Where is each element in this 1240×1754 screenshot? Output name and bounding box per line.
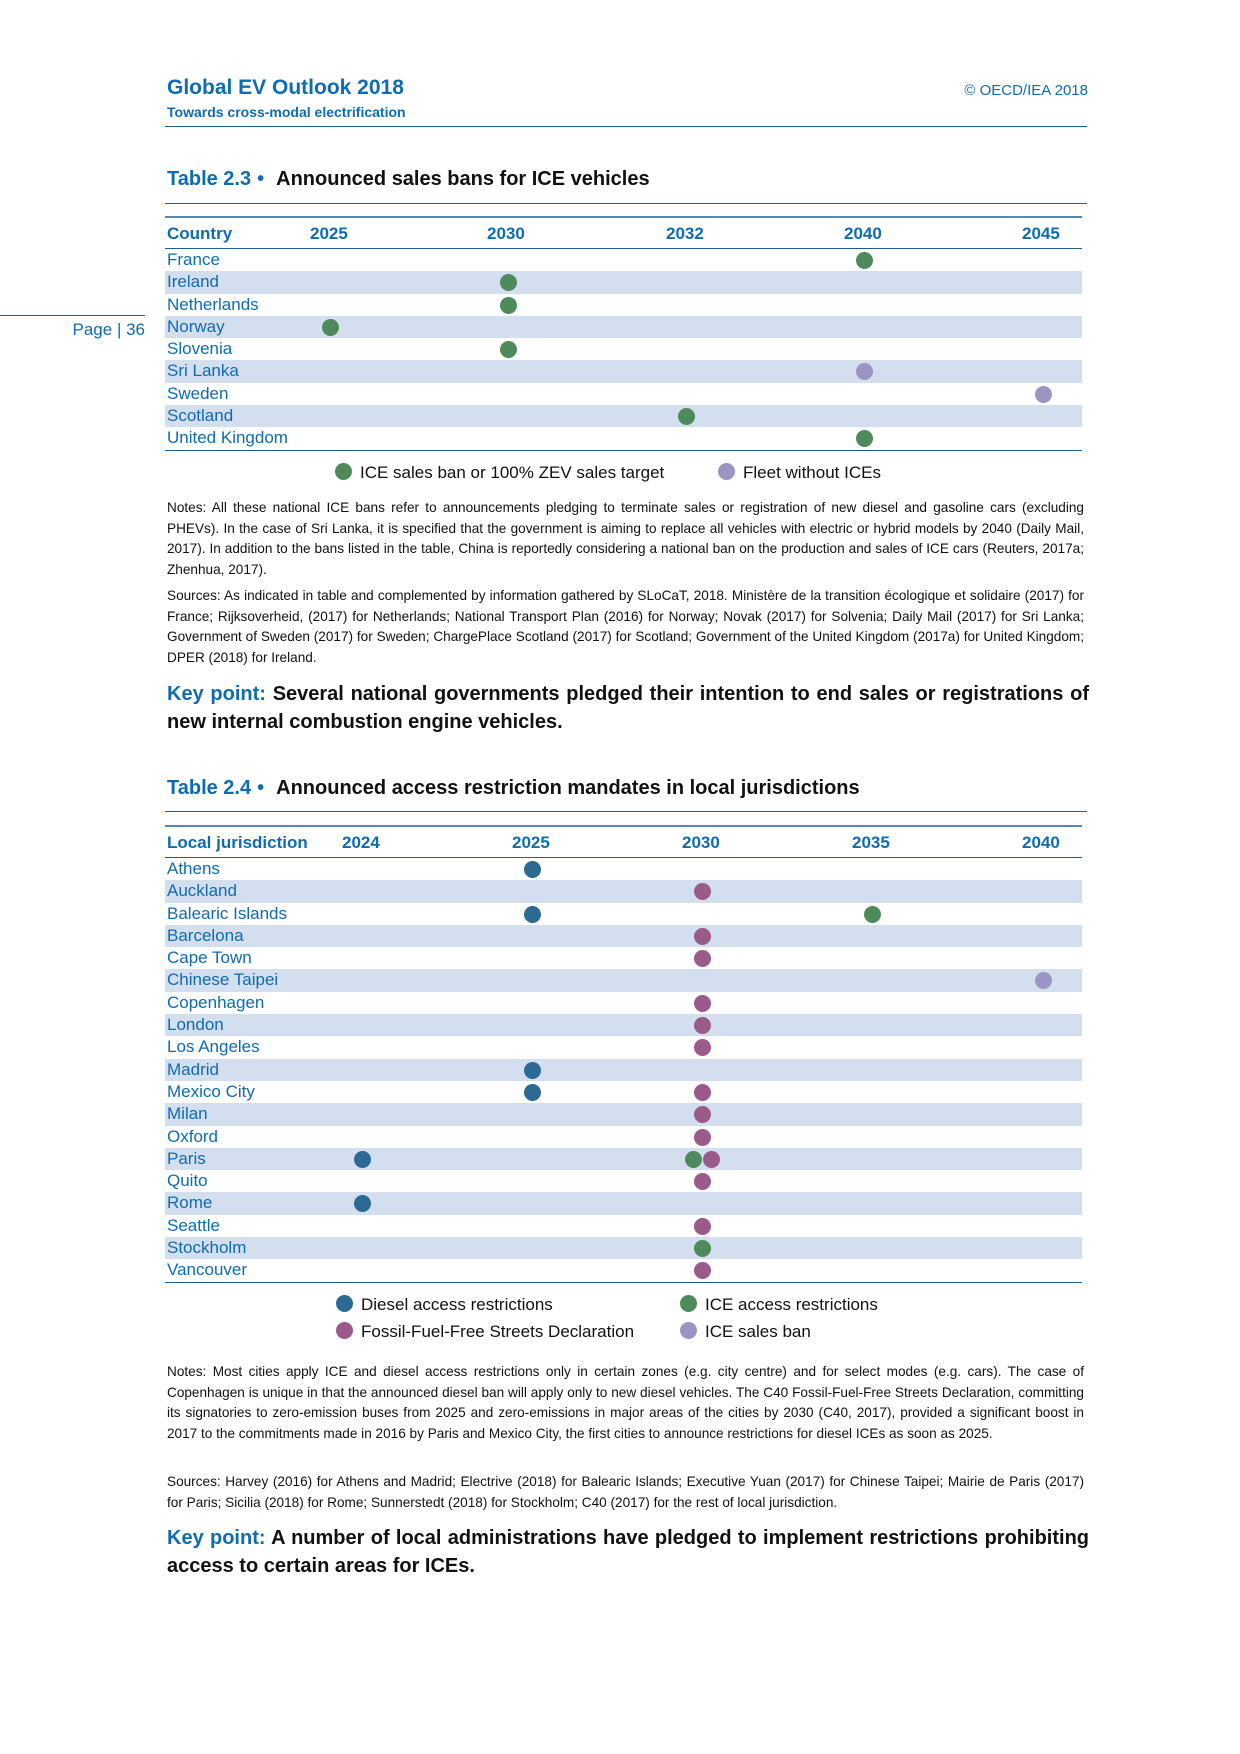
- table-2-4-title: [167, 777, 860, 800]
- table-2-3-notes: Notes: All these national ICE bans refer to announcements pledging to terminate sales or registration of new diesel and gasoline cars (excluding PHEVs). In the case of Sri Lanka, it is specified that the government is aiming to replace all vehicles with electric or hybrid models by 2040 (Daily Mail, 2017). In addition to the bans listed in the table, China is reportedly considering a national ban on the production and sales of ICE cars (Reuters, 2017a; Zhenhua, 2017).: [167, 500, 1084, 577]
- document-title: Global EV Outlook 2018: [167, 76, 404, 99]
- purple-dot-icon: [336, 1322, 353, 1339]
- column-header: 2025: [310, 224, 348, 243]
- table-row: [165, 1148, 1082, 1170]
- green-dot-icon: [335, 463, 352, 480]
- row-label: Athens: [167, 859, 220, 878]
- table-number: Table 2.3: [167, 168, 252, 190]
- marker-ffs-2030: [694, 950, 711, 967]
- marker-ffs-2030: [694, 883, 711, 900]
- table-2-3: [165, 216, 1082, 451]
- table-row: [165, 992, 1082, 1014]
- legend-item: ICE access restrictions: [680, 1295, 878, 1315]
- table-row: [165, 880, 1082, 902]
- table-row: [165, 925, 1082, 947]
- column-header: 2025: [512, 833, 550, 852]
- table-row: [165, 294, 1082, 316]
- table-body: [165, 249, 1082, 450]
- marker-ice-ban-2025: [322, 319, 339, 336]
- table-row: [165, 249, 1082, 271]
- row-label: Norway: [167, 316, 225, 336]
- table-row: [165, 1014, 1082, 1036]
- table-row: [165, 427, 1082, 449]
- column-header: 2024: [342, 833, 380, 852]
- bullet-icon: •: [257, 777, 265, 799]
- column-header: Local jurisdiction: [167, 833, 308, 852]
- table-number: Table 2.4: [167, 777, 252, 799]
- table-caption: Announced access restriction mandates in local jurisdictions: [276, 777, 860, 799]
- marker-ffs-2030: [694, 928, 711, 945]
- marker-ice-ban-2032: [678, 408, 695, 425]
- table-row: [165, 1259, 1082, 1281]
- row-label: United Kingdom: [167, 428, 288, 448]
- marker-diesel-2025: [524, 861, 541, 878]
- header-divider: [165, 126, 1087, 127]
- key-point-label: Key point:: [167, 1527, 266, 1549]
- marker-ffs-2030: [694, 1173, 711, 1190]
- table-row: [165, 405, 1082, 427]
- row-label: Chinese Taipei: [167, 970, 279, 990]
- table-row: [165, 1126, 1082, 1148]
- column-header: 2035: [852, 833, 890, 852]
- row-label: Slovenia: [167, 339, 233, 359]
- row-label: Vancouver: [167, 1260, 248, 1280]
- table-row: [165, 338, 1082, 360]
- marker-ffs-2030: [694, 1039, 711, 1056]
- marker-fleet-2045: [1035, 386, 1052, 403]
- legend-item: ICE sales ban: [680, 1322, 811, 1342]
- table-2-4-key-point: [167, 1524, 1089, 1580]
- column-header: 2040: [844, 224, 882, 243]
- row-label: Stockholm: [167, 1238, 247, 1258]
- marker-ice-sales-ban-2040: [1035, 972, 1052, 989]
- row-label: Barcelona: [167, 925, 244, 945]
- lavender-dot-icon: [718, 463, 735, 480]
- marker-ice-ban-2030: [500, 341, 517, 358]
- marker-ice-ban-2030: [500, 274, 517, 291]
- row-label: Sweden: [167, 383, 229, 403]
- table-row: [165, 383, 1082, 405]
- table-row: [165, 1103, 1082, 1125]
- marker-ffs-2030: [694, 1106, 711, 1123]
- table-row: [165, 903, 1082, 925]
- row-label: Scotland: [167, 406, 234, 426]
- marker-ffs-2030: [694, 1262, 711, 1279]
- page-marker-line: [0, 315, 145, 316]
- marker-diesel-2025: [524, 1062, 541, 1079]
- marker-ffs-2030: [694, 1129, 711, 1146]
- marker-diesel-2024: [354, 1195, 371, 1212]
- row-label: Sri Lanka: [167, 361, 239, 381]
- row-label: Auckland: [167, 881, 237, 901]
- column-header: Country: [167, 224, 233, 243]
- table-row: [165, 858, 1082, 880]
- marker-ice-ban-2040: [856, 252, 873, 269]
- table-row: [165, 947, 1082, 969]
- row-label: Copenhagen: [167, 992, 265, 1012]
- column-header: 2030: [487, 224, 525, 243]
- marker-ice-ban-2040: [856, 430, 873, 447]
- row-label: Balearic Islands: [167, 903, 288, 923]
- table-row: [165, 1081, 1082, 1103]
- marker-fleet-2040: [856, 363, 873, 380]
- legend-item: Diesel access restrictions: [336, 1295, 553, 1315]
- table-2-4-sources: Sources: Harvey (2016) for Athens and Madrid; Electrive (2018) for Balearic Islands; Executive Yuan (2017) for Chinese Taipei; Mairie de Paris (2017) for Paris; Sicilia (2018) for Rome; Sunnerstedt (2018) for Stockholm; C40 (2017) for the rest of local jurisdiction.: [167, 1474, 1084, 1510]
- table-bottom-rule: [165, 1282, 1082, 1283]
- marker-ffs-2030: [694, 1017, 711, 1034]
- row-label: Milan: [167, 1104, 208, 1124]
- key-point-text: A number of local administrations have pledged to implement restrictions prohibiting access to certain areas for ICEs.: [167, 1527, 1089, 1577]
- document-subtitle: Towards cross-modal electrification: [167, 104, 406, 120]
- marker-diesel-2025: [524, 1084, 541, 1101]
- row-label: Quito: [167, 1171, 208, 1191]
- green-dot-icon: [680, 1295, 697, 1312]
- marker-ice-ban-2030: [500, 297, 517, 314]
- table-2-3-title: [167, 168, 650, 191]
- marker-ice-access-2035: [864, 906, 881, 923]
- title-rule: [165, 203, 1087, 204]
- table-header: [165, 825, 1082, 858]
- legend-item: ICE sales ban or 100% ZEV sales target: [335, 463, 664, 483]
- lavender-dot-icon: [680, 1322, 697, 1339]
- marker-ice-access-2030: [694, 1240, 711, 1257]
- marker-ffs-2030: [694, 1218, 711, 1235]
- title-rule: [165, 811, 1087, 812]
- row-label: Seattle: [167, 1215, 220, 1235]
- legend-item: Fossil-Fuel-Free Streets Declaration: [336, 1322, 634, 1342]
- row-label: Mexico City: [167, 1081, 255, 1101]
- column-header: 2045: [1022, 224, 1060, 243]
- row-label: France: [167, 250, 220, 269]
- table-body: [165, 858, 1082, 1282]
- table-row: [165, 271, 1082, 293]
- row-label: London: [167, 1015, 224, 1035]
- table-2-3-sources: Sources: As indicated in table and complemented by information gathered by SLoCaT, 2018. Ministère de la transition écologique et solidaire (2017) for France; Rijksoverheid, (2017) for Netherlands; National Transport Plan (2016) for Norway; Novak (2017) for Solvenia; Daily Mail (2017) for Sri Lanka; Government of Sweden (2017) for Sweden; ChargePlace Scotland (2017) for Scotland; Government of the United Kingdom (2017a) for United Kingdom; DPER (2018) for Ireland.: [167, 588, 1084, 665]
- table-2-3-key-point: [167, 680, 1089, 736]
- row-label: Netherlands: [167, 294, 259, 314]
- table-row: [165, 1036, 1082, 1058]
- table-row: [165, 316, 1082, 338]
- copyright: © OECD/IEA 2018: [964, 82, 1088, 99]
- row-label: Ireland: [167, 272, 219, 292]
- column-header: 2040: [1022, 833, 1060, 852]
- column-header: 2030: [682, 833, 720, 852]
- table-row: [165, 1192, 1082, 1214]
- table-row: [165, 1059, 1082, 1081]
- row-label: Paris: [167, 1148, 206, 1168]
- table-2-4-legend: [0, 1295, 1240, 1355]
- table-row: [165, 1215, 1082, 1237]
- key-point-label: Key point:: [167, 683, 266, 705]
- marker-ffs-2030: [694, 995, 711, 1012]
- marker-diesel-2024: [354, 1151, 371, 1168]
- table-header: [165, 216, 1082, 249]
- row-label: Madrid: [167, 1059, 219, 1079]
- table-row: [165, 360, 1082, 382]
- table-row: [165, 1170, 1082, 1192]
- table-2-4-notes: Notes: Most cities apply ICE and diesel access restrictions only in certain zones (e.g. city centre) and for select modes (e.g. cars). The case of Copenhagen is unique in that the announced diesel ban will apply only to new diesel vehicles. The C40 Fossil-Fuel-Free Streets Declaration, committing its signatories to zero-emission buses from 2025 and zero-emissions in major areas of the cities by 2030 (C40, 2017), provided a significant boost in 2017 to the commitments made in 2016 by Paris and Mexico City, the first cities to announce restrictions for diesel ICEs as soon as 2025.: [167, 1364, 1084, 1441]
- marker-ice-access-2030: [685, 1151, 702, 1168]
- bullet-icon: •: [257, 168, 265, 190]
- row-label: Rome: [167, 1193, 213, 1213]
- table-row: [165, 1237, 1082, 1259]
- diesel-dot-icon: [336, 1295, 353, 1312]
- legend-item: Fleet without ICEs: [718, 463, 881, 483]
- marker-ffs-2030: [703, 1151, 720, 1168]
- page-number: Page | 36: [72, 320, 145, 339]
- table-caption: Announced sales bans for ICE vehicles: [276, 168, 650, 190]
- table-row: [165, 969, 1082, 991]
- row-label: Cape Town: [167, 948, 252, 968]
- table-2-4: [165, 825, 1082, 1283]
- row-label: Los Angeles: [167, 1037, 260, 1057]
- table-bottom-rule: [165, 450, 1082, 451]
- key-point-text: Several national governments pledged their intention to end sales or registrations of new internal combustion engine vehicles.: [167, 683, 1089, 733]
- marker-diesel-2025: [524, 906, 541, 923]
- row-label: Oxford: [167, 1126, 219, 1146]
- column-header: 2032: [666, 224, 704, 243]
- marker-ffs-2030: [694, 1084, 711, 1101]
